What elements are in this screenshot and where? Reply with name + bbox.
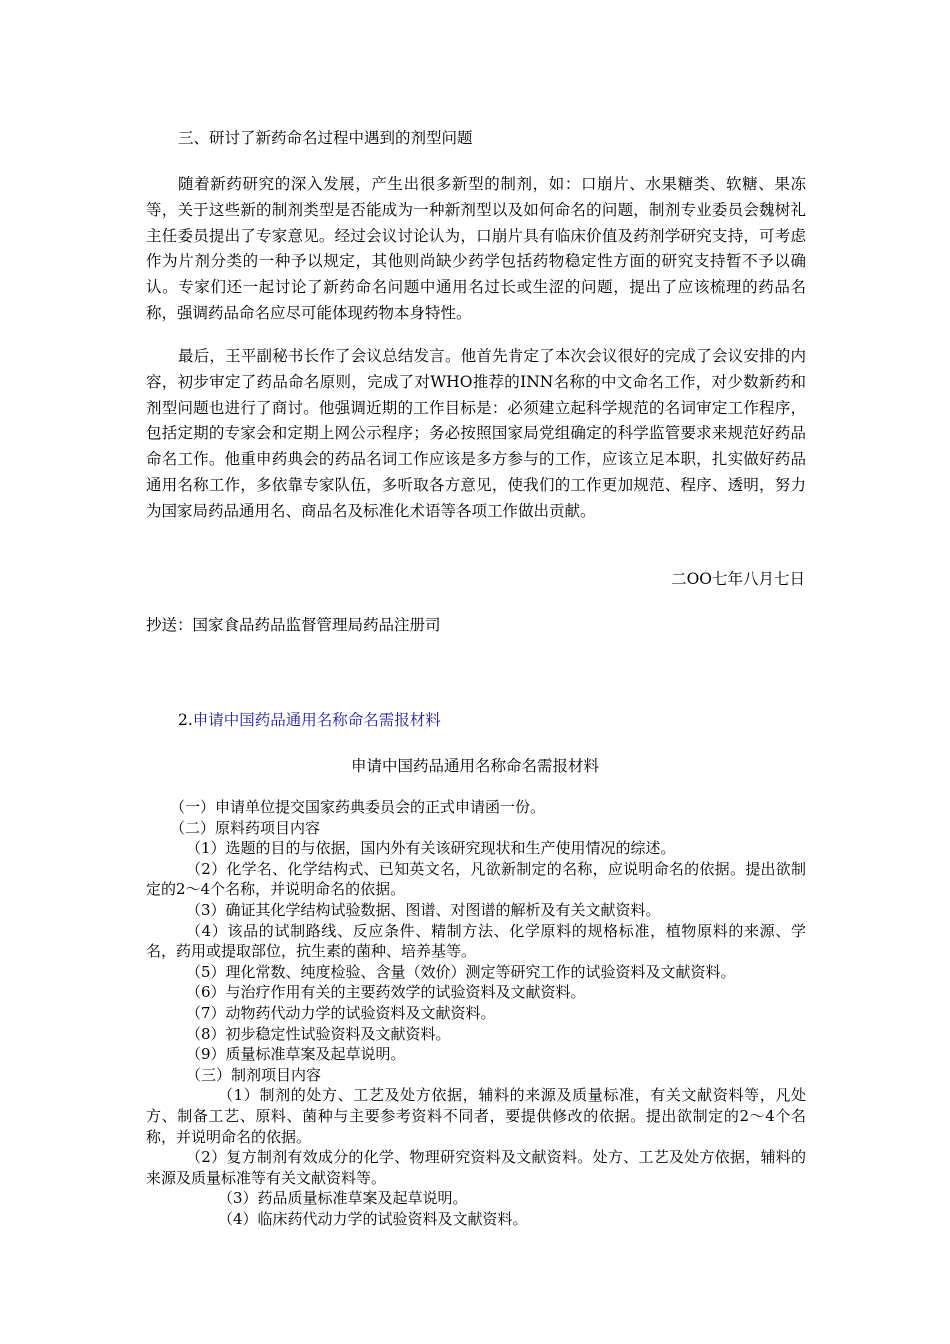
list-item: （1）制剂的处方、工艺及处方依据，辅料的来源及质量标准，有关文献资料等，凡处方、制备工艺、原料、菌种与主要参考资料不同者，要提供修改的依据。提出欲制定的2～4个名称，并说明命名的依据。 <box>146 1086 806 1146</box>
section-heading: 三、研讨了新药命名过程中遇到的剂型问题 <box>178 129 473 147</box>
requirements-list <box>146 797 806 1229</box>
list-item: （3）确证其化学结构试验数据、图谱、对图谱的解析及有关文献资料。 <box>186 900 661 919</box>
paragraph-dosage-forms: 随着新药研究的深入发展，产生出很多新型的制剂，如：口崩片、水果糖类、软糖、果冻等，关于这些新的制剂类型是否能成为一种新剂型以及如何命名的问题，制剂专业委员会魏树礼主任委员提出了专家意见。经过会议讨论认为，口崩片具有临床价值及药剂学研究支持，可考虑作为片剂分类的一种予以规定，其他则尚缺少药学包括药物稳定性方面的研究支持暂不予以确认。专家们还一起讨论了新药命名问题中通用名过长或生涩的问题，提出了应该梳理的药品名称，强调药品命名应尽可能体现药物本身特性。 <box>146 175 806 322</box>
attachment-heading <box>178 709 441 731</box>
list-item: （5）理化常数、纯度检验、含量（效价）测定等研究工作的试验资料及文献资料。 <box>186 962 736 981</box>
document-title: 申请中国药品通用名称命名需报材料 <box>350 757 599 775</box>
list-item: （二）原料药项目内容 <box>170 818 321 837</box>
list-item: （2）复方制剂有效成分的化学、物理研究资料及文献资料。处方、工艺及处方依据，辅料的来源及质量标准等有关文献资料等。 <box>146 1148 806 1187</box>
attachment-number: 2. <box>178 711 193 729</box>
paragraph-summary: 最后，王平副秘书长作了会议总结发言。他首先肯定了本次会议很好的完成了会议安排的内容，初步审定了药品命名原则，完成了对WHO推荐的INN名称的中文命名工作，对少数新药和剂型问题也进行了商讨。他强调近期的工作目标是：必须建立起科学规范的名词审定工作程序，包括定期的专家会和定期上网公示程序；务必按照国家局党组确定的科学监管要求来规范好药品命名工作。他重申药典会的药品名词工作应该是多方参与的工作，应该立足本职，扎实做好药品通用名称工作，多依靠专家队伍，多听取各方意见，使我们的工作更加规范、程序、透明，努力为国家局药品通用名、商品名及标准化术语等各项工作做出贡献。 <box>146 347 806 520</box>
list-item: （7）动物药代动力学的试验资料及文献资料。 <box>186 1003 496 1022</box>
list-item: （6）与治疗作用有关的主要药效学的试验资料及文献资料。 <box>186 983 586 1002</box>
list-item: （一）申请单位提交国家药典委员会的正式申请函一份。 <box>170 798 546 816</box>
list-item: （1）选题的目的与依据，国内外有关该研究现状和生产使用情况的综述。 <box>186 839 676 858</box>
list-item: （4）临床药代动力学的试验资料及文献资料。 <box>218 1209 528 1228</box>
list-item: （8）初步稳定性试验资料及文献资料。 <box>186 1024 451 1043</box>
list-item: （三）制剂项目内容 <box>186 1065 322 1084</box>
list-item: （2）化学名、化学结构式、已知英文名，凡欲新制定的名称，应说明命名的依据。提出欲制定的2～4个名称，并说明命名的依据。 <box>146 859 806 899</box>
list-item: （3）药品质量标准草案及起草说明。 <box>218 1189 468 1208</box>
cc-line: 抄送：国家食品药品监督管理局药品注册司 <box>146 616 441 634</box>
attachment-link[interactable]: 申请中国药品通用名称命名需报材料 <box>192 711 441 729</box>
list-item: （4）该品的试制路线、反应条件、精制方法、化学原料的规格标准，植物原料的来源、学名，药用或提取部位，抗生素的菌种、培养基等。 <box>146 921 806 961</box>
list-item: （9）质量标准草案及起草说明。 <box>186 1045 406 1064</box>
document-date: 二OO七年八月七日 <box>671 570 805 588</box>
